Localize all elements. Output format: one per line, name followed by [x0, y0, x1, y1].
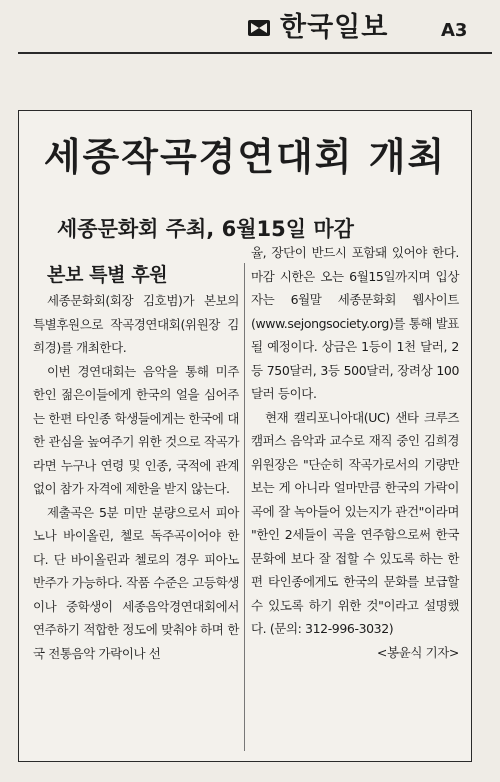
newspaper-logo-icon — [248, 20, 270, 36]
paragraph: 현재 캘리포니아대(UC) 샌타 크루즈 캠퍼스 음악과 교수로 재직 중인 김희경 위원장은 "단순히 작곡가로서의 기량만 보는 게 아니라 얼마만큼 한국의 가락이 곡에 잘 녹아들어 있는지가 관건"이라며 "한인 2세들이 곡을 연주함으로써 한국 문화에 보다 잘 접할 수 있도록 하는 한편 타인종에게도 한국의 문화를 보급할 수 있도록 하기 위한 것"이라고 설명했다. (문의: 312-996-3032) — [251, 409, 459, 636]
paragraph: 세종문화회(회장 김호범)가 본보의 특별후원으로 작곡경연대회(위원장 김희경)를 개최한다. — [33, 293, 239, 355]
masthead-rule — [18, 52, 492, 54]
section-label: 본보 특별 후원 — [47, 264, 168, 286]
article-headline: 세종작곡경연대회 개최 — [43, 135, 447, 179]
paragraph: 이번 경연대회는 음악을 통해 미주 한인 젊은이들에게 한국의 얼을 심어주는 한편 타인종 학생들에게는 한국에 대한 관심을 높여주기 위한 것으로 작곡가라면 누구나 연령 및 인종, 국적에 관계없이 참가 자격에 제한을 받지 않는다. — [33, 363, 239, 496]
paragraph: 율, 장단이 반드시 포함돼 있어야 한다. 마감 시한은 오는 6월15일까지며 입상자는 6월말 세종문화회 웹사이트 (www.sejongsociety.org)를 통해 발표될 예정이다. 상금은 1등이 1천 달러, 2등 750달러, 3등 500달러, 장려상 100달러 등이다. — [251, 245, 459, 401]
paper-name: 한국일보 — [280, 12, 389, 43]
column-divider — [244, 263, 245, 751]
masthead — [0, 0, 500, 62]
article-column-right — [251, 241, 459, 664]
article-column-left — [33, 261, 239, 665]
paragraph: 제출곡은 5분 미만 분량으로서 피아노나 바이올린, 첼로 독주곡이어야 한다. 단 바이올린과 첼로의 경우 피아노 반주가 가능하다. 작품 수준은 고등학생이나 중학생이 세종음악경연대회에서 연주하기 적합한 정도에 맞춰야 하며 한국 전통음악 가락이나 선 — [33, 504, 239, 661]
byline: <봉윤식 기자> — [376, 644, 459, 660]
article-subhead: 세종문화회 주최, 6월15일 마감 — [57, 217, 354, 241]
page-number: A3 — [441, 20, 468, 41]
article-box — [18, 110, 472, 762]
